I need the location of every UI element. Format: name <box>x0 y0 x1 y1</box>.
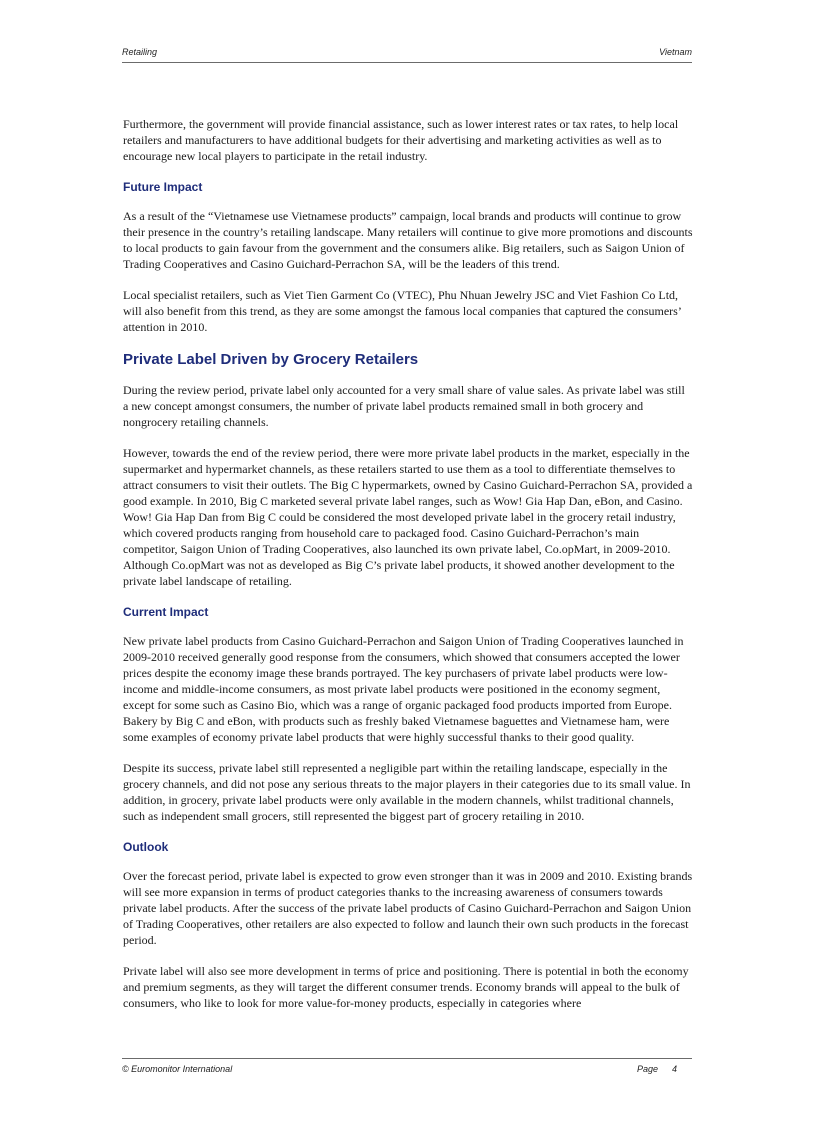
header-country: Vietnam <box>659 47 692 57</box>
paragraph: During the review period, private label only accounted for a very small share of value sales. As private label was still a new concept amongst consumers, the number of private label products remained small in both grocery and nongrocery retailing channels. <box>123 383 685 429</box>
subheading-outlook: Outlook <box>123 840 169 854</box>
paragraph: However, towards the end of the review period, there were more private label products in the market, especially in the supermarket and hypermarket channels, as these retailers started to use them as a tool to differentiate themselves to attract consumers to visit their outlets. The Big C hypermarkets, owned by Casino Guichard-Perrachon SA, provided a good example. In 2010, Big C marketed several private label ranges, such as Wow! Gia Hap Dan, eBon, and Casino. Wow! Gia Hap Dan from Big C could be considered the most developed private label in the grocery retail industry, which covered products ranging from household care to packaged food. Casino Guichard-Perrachon’s main competitor, Saigon Union of Trading Cooperatives, also launched its own private label, Co.opMart, in 2009-2010. Although Co.opMart was not as developed as Big C’s private label products, it showed another development to the private label landscape of retailing. <box>123 446 693 588</box>
running-footer <box>122 1058 692 1074</box>
paragraph: As a result of the “Vietnamese use Vietnamese products” campaign, local brands and products will continue to grow their presence in the country’s retailing landscape. Many retailers will continue to give more promotions and discounts to local products to gain favour from the government and the consumers alike. Big retailers, such as Saigon Union of Trading Cooperatives and Casino Guichard-Perrachon SA, will be the leaders of this trend. <box>123 209 693 271</box>
body-content <box>123 116 693 1026</box>
paragraph: Furthermore, the government will provide financial assistance, such as lower interest rates or tax rates, to help local retailers and manufacturers to have additional budgets for their advertising and marketing activities as well as to encourage new local players to participate in the retail industry. <box>123 117 679 163</box>
header-section-title: Retailing <box>122 47 158 57</box>
paragraph: Over the forecast period, private label is expected to grow even stronger than it was in 2009 and 2010. Existing brands will see more expansion in terms of product categories thanks to the increasing awareness of consumers towards private label products. After the success of the private label products of Casino Guichard-Perrachon and Saigon Union of Trading Cooperatives, other retailers are also expected to follow and launch their own such products in the forecast period. <box>123 869 693 947</box>
paragraph: New private label products from Casino Guichard-Perrachon and Saigon Union of Trading Cooperatives launched in 2009-2010 received generally good response from the consumers, which showed that consumers accepted the lower prices despite the economy image these brands portrayed. The key purchasers of private label products were low-income and middle-income consumers, as most private label products were positioned in the economy segment, except for some such as Casino Bio, which was a range of organic packaged food products imported from Europe. Bakery by Big C and eBon, with products such as freshly baked Vietnamese baguettes and Vietnamese ham, were some examples of economy private label products that were highly successful thanks to their good quality. <box>123 634 684 744</box>
subheading-future-impact: Future Impact <box>123 180 203 194</box>
section-heading-private-label: Private Label Driven by Grocery Retailers <box>123 351 419 368</box>
subheading-current-impact: Current Impact <box>123 605 209 619</box>
page-number: 4 <box>671 1064 677 1074</box>
footer-copyright: © Euromonitor International <box>122 1064 233 1074</box>
running-header <box>122 47 692 63</box>
paragraph: Private label will also see more development in terms of price and positioning. There is potential in both the economy and premium segments, as they will target the different consumer trends. Economy brands will appeal to the bulk of consumers, who like to look for more value-for-money products, especially in categories where <box>123 964 689 1010</box>
paragraph: Despite its success, private label still represented a negligible part within the retailing landscape, especially in the grocery channels, and did not pose any serious threats to the major players in their categories due to its small value. In addition, in grocery, private label products were only available in the modern channels, whilst traditional channels, such as independent small grocers, still represented the biggest part of grocery retailing in 2010. <box>123 761 691 823</box>
page-label: Page <box>636 1064 658 1074</box>
footer-page <box>637 1064 677 1074</box>
paragraph: Local specialist retailers, such as Viet Tien Garment Co (VTEC), Phu Nhuan Jewelry JSC and Viet Fashion Co Ltd, will also benefit from this trend, as they are some amongst the famous local companies that captured the consumers’ attention in 2010. <box>123 288 681 334</box>
